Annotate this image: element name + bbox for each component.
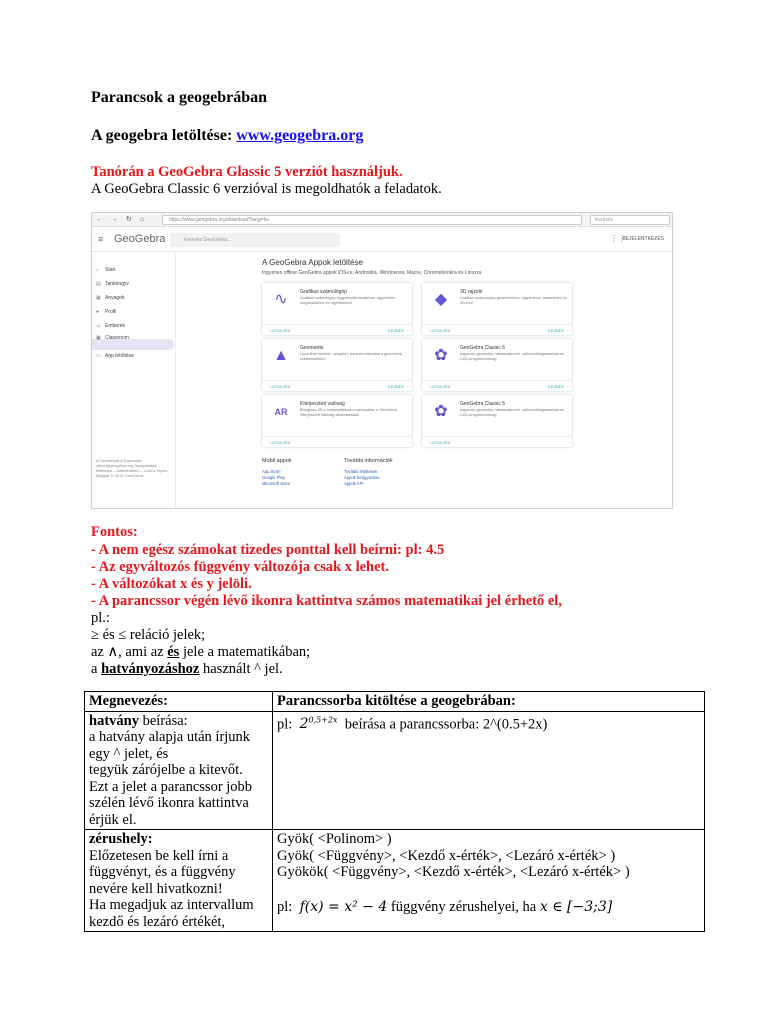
power-term-rest: beírása:	[138, 712, 188, 729]
embed-apps-link[interactable]: Appok beágyazása	[344, 475, 380, 480]
sidebar-item-label: Anyagok	[105, 295, 125, 301]
relation-symbols-line	[91, 627, 205, 644]
root-command-line: Gyökök( <Függvény>, <Kezdő x-érték>, <Lezáró x-érték> )	[277, 864, 630, 880]
geogebra-download-screenshot	[91, 212, 673, 509]
geogebra-sidebar	[92, 253, 176, 509]
app-card-title: GeoGebra Classic 6	[460, 345, 506, 351]
download-button[interactable]: LETÖLTÉS	[270, 384, 291, 389]
sidebar-item-materials[interactable]	[96, 295, 124, 301]
app-card-title: Grafikus számológép	[300, 289, 347, 295]
note-item: - A nem egész számokat tizedes ponttal kell beírni: pl: 4.5	[91, 542, 445, 558]
power-desc-line: érjük el.	[89, 811, 137, 828]
download-button[interactable]: LETÖLTÉS	[430, 440, 451, 445]
sidebar-item-start[interactable]	[96, 267, 116, 273]
commands-table	[84, 691, 705, 932]
geogebra-link[interactable]: www.geogebra.org	[236, 127, 364, 144]
less-equal-symbol: ≤	[118, 627, 127, 643]
note-item: - Az egyváltozós függvény változója csak x lehet.	[91, 559, 390, 575]
power-term: hatvány	[89, 712, 139, 729]
greater-equal-symbol: ≥	[91, 627, 99, 643]
and-symbol-line	[91, 644, 310, 661]
root-desc-line: függvényt, és a függvény	[89, 864, 236, 880]
root-example-mid: függvény zérushelyei, ha	[387, 898, 540, 915]
function-math: f(x) = x² − 4	[299, 898, 388, 915]
sidebar-item-label: Emberek	[105, 323, 126, 329]
people-icon: ☺	[96, 323, 102, 329]
sidebar-item-label: Start	[105, 267, 116, 273]
book-icon: ▤	[96, 281, 101, 287]
app-store-link[interactable]: App Store	[262, 469, 281, 474]
table-row	[85, 711, 705, 830]
more-info-heading: További információk	[344, 458, 393, 464]
root-term: zérushely:	[89, 831, 153, 847]
power-desc-line: tegyük zárójelbe a kitevőt.	[89, 762, 243, 778]
app-card-title: Kiterjesztett valóság	[300, 401, 345, 407]
intro-red-line: Tanórán a GeoGebra Glassic 5 verziót használjuk.	[91, 164, 403, 180]
header-command: Parancssorba kitöltése a geogebrában:	[273, 692, 705, 712]
classic-5-app-icon: ✿	[434, 403, 448, 420]
apps-subheading: Ingyenes offline GeoGebra appok iOS-re, Androidra, Windowsra, Macre, Chromebookra és Linuxra	[262, 270, 482, 276]
app-card-title: Geometria	[300, 345, 324, 351]
app-card-actions	[422, 436, 572, 447]
sidebar-item-label: Profil	[105, 309, 117, 315]
hamburger-menu-icon[interactable]: ≡	[98, 234, 104, 244]
example-label: pl:	[277, 716, 293, 733]
app-card-geometry[interactable]	[262, 339, 412, 391]
apps-heading: A GeoGebra Appok letöltése	[262, 258, 363, 267]
math-base: 2	[299, 716, 309, 733]
app-card-actions	[262, 380, 412, 391]
sidebar-item-profile[interactable]	[96, 309, 116, 315]
sign-in-button[interactable]: BEJELENTKEZÉS	[622, 236, 664, 242]
app-card-graphing[interactable]	[262, 283, 412, 335]
root-example	[277, 899, 700, 916]
app-card-desc: Ingyenes geometria, táblázatkezelő, valószínűségszámítás és CAS-programcsomag	[460, 408, 565, 417]
profile-icon: ●	[96, 309, 100, 315]
power-example	[277, 713, 700, 733]
start-button[interactable]: KEZDÉS	[547, 328, 564, 333]
row-root-command	[273, 830, 705, 932]
browser-url-bar[interactable]: https://www.geogebra.org/download?lang=hu	[162, 215, 582, 225]
download-button[interactable]: LETÖLTÉS	[430, 384, 451, 389]
classic-6-app-icon: ✿	[434, 347, 448, 364]
download-button[interactable]: LETÖLTÉS	[430, 328, 451, 333]
intro-black-line: A GeoGebra Classic 6 verzióval is megoldhatók a feladatok.	[91, 181, 442, 197]
rel-end-text: reláció jelek;	[126, 627, 206, 643]
microsoft-store-link[interactable]: Microsoft Store	[262, 481, 291, 486]
app-card-desc: Hozz létre köröket, szögeket, transzformációkat a geometriai szerkesztőben!	[300, 352, 402, 361]
power-command-text: beírása a parancssorba: 2^(0.5+2x)	[341, 716, 548, 733]
sidebar-footer: A GeoGebráról Kapcsolat: office@geogebra.org Szolgáltatási feltételek – Adatvédelem – Licenc Nyelv: Magyar © 2019 GeoGebra	[96, 458, 168, 478]
classroom-icon: ▣	[96, 335, 101, 341]
power-math	[300, 716, 338, 732]
apps-api-link[interactable]: Appok API	[344, 481, 364, 486]
row-power-name	[85, 711, 273, 830]
root-command-line: Gyök( <Polinom> )	[277, 831, 392, 847]
app-card-desc: Ingyenes geometria, táblázatkezelő, valószínűségszámítás és CAS-programcsomag	[460, 352, 565, 361]
sidebar-item-people[interactable]	[96, 323, 125, 329]
power-desc-line: szélén lévő ikonra kattintva	[89, 795, 249, 811]
more-downloads-link[interactable]: További letöltések	[344, 469, 378, 474]
note-item: - A parancssor végén lévő ikonra kattintva számos matematikai jel érhető el,	[91, 593, 562, 609]
and-pre-text: az ∧, ami az	[91, 644, 168, 660]
sidebar-item-classroom[interactable]	[96, 335, 129, 341]
power-symbol-line	[91, 661, 283, 678]
and-post-text: jele a matematikában;	[179, 644, 311, 660]
app-card-actions	[422, 324, 572, 335]
app-card-title: GeoGebra Classic 5	[460, 401, 506, 407]
3d-app-icon: ◆	[434, 291, 448, 308]
sidebar-item-textbook[interactable]	[96, 281, 129, 287]
apps-grid-icon[interactable]: ⋮⋮	[610, 234, 626, 243]
geogebra-search-input[interactable]: Keresés GeoGebra...	[170, 233, 340, 247]
google-play-link[interactable]: Google Play	[262, 475, 285, 480]
sidebar-item-label: Tanköngyv	[105, 281, 129, 287]
browser-nav-icons: ← → ↻ ⌂	[96, 216, 147, 223]
interval-math: x ∈ [−3;3]	[539, 898, 613, 915]
app-card-3d[interactable]	[422, 283, 572, 335]
app-card-classic-5[interactable]	[422, 395, 572, 447]
geogebra-app-bar	[92, 228, 672, 252]
root-desc-line: nevére kell hivatkozni!	[89, 880, 223, 897]
root-desc-line: Előzetesen be kell írni a	[89, 847, 229, 864]
power-desc-line: a hatvány alapja után írjunk	[89, 729, 251, 745]
app-card-title: 3D rajzoló	[460, 289, 483, 295]
start-button[interactable]: KEZDÉS	[547, 384, 564, 389]
table-row	[85, 830, 705, 932]
and-word: és	[167, 644, 180, 660]
download-prefix: A geogebra letöltése:	[91, 127, 237, 144]
example-label: pl.:	[91, 610, 110, 626]
page-title: Parancsok a geogebrában	[91, 89, 267, 106]
mobile-apps-heading: Mobil appok	[262, 458, 292, 464]
note-item: - A változókat x és y jelöli.	[91, 576, 252, 592]
table-header-row	[85, 692, 705, 712]
sidebar-item-app-download[interactable]	[96, 353, 134, 359]
app-card-ar[interactable]	[262, 395, 412, 447]
row-root-name	[85, 830, 273, 932]
pow-post-text: használt ^ jel.	[199, 661, 283, 677]
app-card-classic-6[interactable]	[422, 339, 572, 391]
materials-icon: ▦	[96, 295, 101, 301]
example-label: pl:	[277, 898, 293, 915]
ar-app-icon: AR	[274, 407, 288, 417]
math-exponent: 0,5+2x	[308, 715, 338, 725]
graphing-app-icon: ∿	[274, 291, 288, 308]
home-icon: ⌂	[96, 267, 100, 273]
power-desc-line: egy ^ jelet, és	[89, 745, 169, 762]
start-button[interactable]: KEZDÉS	[387, 384, 404, 389]
root-desc-line: Ha megadjuk az intervallum	[89, 897, 254, 913]
app-card-actions	[262, 324, 412, 335]
geogebra-brand[interactable]: GeoGebra	[114, 233, 166, 245]
header-name: Megnevezés:	[85, 692, 273, 712]
app-card-desc: Böngéssz 3D-s matematikával a valóságban a GeoGebra Kiterjesztett Valóság alkalmazással	[300, 408, 397, 417]
power-desc-line: Ezt a jelet a parancssor jobb	[89, 778, 253, 795]
sidebar-item-label: App letöltése	[105, 353, 134, 359]
root-desc-line: kezdő és lezáró értékét,	[89, 913, 226, 930]
browser-toolbar	[92, 213, 672, 227]
app-card-actions	[422, 380, 572, 391]
download-line	[91, 127, 363, 144]
app-card-actions	[262, 436, 412, 447]
download-app-icon: ▭	[96, 353, 101, 359]
rel-mid-text: és	[98, 627, 119, 643]
geometry-app-icon: ▲	[273, 347, 289, 364]
root-command-line: Gyök( <Függvény>, <Kezdő x-érték>, <Lezáró x-érték> )	[277, 847, 616, 864]
pow-word: hatványozáshoz	[101, 661, 200, 677]
download-button[interactable]: LETÖLTÉS	[270, 440, 291, 445]
app-card-desc: Grafikus számológép függvényábrázoláshoz, egyenletek megoldásához és egyebekhez!	[300, 296, 396, 305]
row-power-command	[273, 711, 705, 830]
download-button[interactable]: LETÖLTÉS	[270, 328, 291, 333]
notes-heading: Fontos:	[91, 524, 138, 540]
sidebar-item-label: Classroom	[105, 335, 129, 341]
app-card-desc: Grafikus számológép geometriához, algebrához, analízishez és 3D-hez!	[460, 296, 567, 305]
browser-search-box[interactable]: Keresés	[590, 215, 670, 225]
pow-pre-text: a	[91, 661, 102, 677]
start-button[interactable]: KEZDÉS	[387, 328, 404, 333]
